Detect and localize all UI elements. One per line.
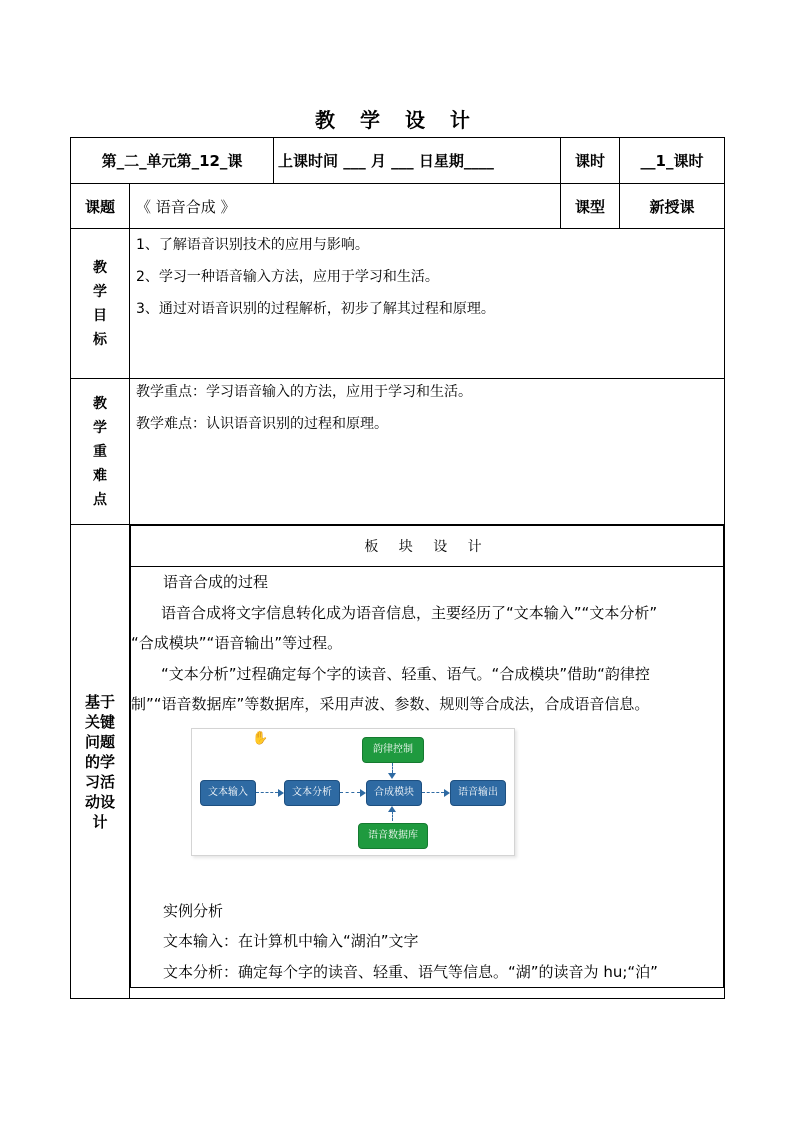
text-input-box: 文本输入: [200, 780, 256, 806]
activity-row: [71, 525, 725, 999]
objective-item: 3、通过对语音识别的过程解析，初步了解其过程和原理。: [136, 301, 495, 317]
hand-cursor-icon: ✋: [252, 730, 269, 746]
prosody-control-box: 韵律控制: [362, 737, 424, 763]
board-body: [131, 567, 724, 988]
objectives-label: 教 学 目 标: [71, 229, 130, 379]
period-value: __1_课时: [620, 138, 725, 184]
arrow-head-icon: [388, 806, 396, 812]
topic-value: 《 语音合成 》: [130, 184, 561, 229]
speech-synthesis-diagram: [191, 728, 515, 856]
type-label: 课型: [561, 184, 620, 229]
key-points-row: [71, 379, 725, 525]
document-title: 教 学 设 计: [315, 108, 479, 132]
synthesis-module-box: 合成模块: [366, 780, 422, 806]
key-points-content: [130, 379, 725, 525]
activity-content: [130, 525, 725, 999]
arrow-head-icon: [278, 789, 284, 797]
arrow-head-icon: [360, 789, 366, 797]
paragraph: 文本输入：在计算机中输入“湖泊”文字: [163, 932, 419, 950]
arrow-line: [422, 792, 444, 793]
arrow-head-icon: [388, 773, 396, 779]
topic-label: 课题: [71, 184, 130, 229]
objectives-content: [130, 229, 725, 379]
voice-database-box: 语音数据库: [358, 823, 428, 849]
arrow-line: [392, 811, 393, 821]
unit-lesson-cell: 第_二_单元第_12_课: [71, 138, 274, 184]
board-title: 板 块 设 计: [131, 526, 724, 567]
lesson-plan-table: [70, 137, 725, 999]
paragraph: 文本分析：确定每个字的读音、轻重、语气等信息。“湖”的读音为 hu;“泊”: [163, 962, 658, 981]
arrow-head-icon: [444, 789, 450, 797]
paragraph: “合成模块”“语音输出”等过程。: [131, 634, 343, 652]
board-table: [130, 525, 724, 988]
paragraph: “文本分析”过程确定每个字的读音、轻重、语气。“合成模块”借助“韵律控: [161, 664, 650, 683]
key-point-item: 教学难点：认识语音识别的过程和原理。: [136, 416, 388, 432]
period-label: 课时: [561, 138, 620, 184]
topic-row: [71, 184, 725, 229]
objective-item: 2、学习一种语音输入方法，应用于学习和生活。: [136, 269, 439, 285]
paragraph: 制”“语音数据库”等数据库，采用声波、参数、规则等合成法，合成语音信息。: [131, 695, 650, 713]
section-title: 实例分析: [163, 901, 224, 920]
key-points-label: 教 学 重 难 点: [71, 379, 130, 525]
section-title: 语音合成的过程: [163, 573, 269, 591]
class-time-cell: 上课时间 ___ 月 ___ 日星期____: [274, 138, 561, 184]
activity-label: 基于 关键 问题 的学 习活 动设 计: [71, 525, 130, 999]
key-point-item: 教学重点：学习语音输入的方法，应用于学习和生活。: [136, 384, 472, 400]
objectives-row: [71, 229, 725, 379]
text-analysis-box: 文本分析: [284, 780, 340, 806]
paragraph: 语音合成将文字信息转化成为语音信息，主要经历了“文本输入”“文本分析”: [161, 603, 658, 622]
arrow-line: [256, 792, 278, 793]
arrow-line: [392, 763, 393, 773]
header-row: [71, 138, 725, 184]
objective-item: 1、了解语音识别技术的应用与影响。: [136, 237, 369, 253]
arrow-line: [340, 792, 360, 793]
voice-output-box: 语音输出: [450, 780, 506, 806]
type-value: 新授课: [620, 184, 725, 229]
